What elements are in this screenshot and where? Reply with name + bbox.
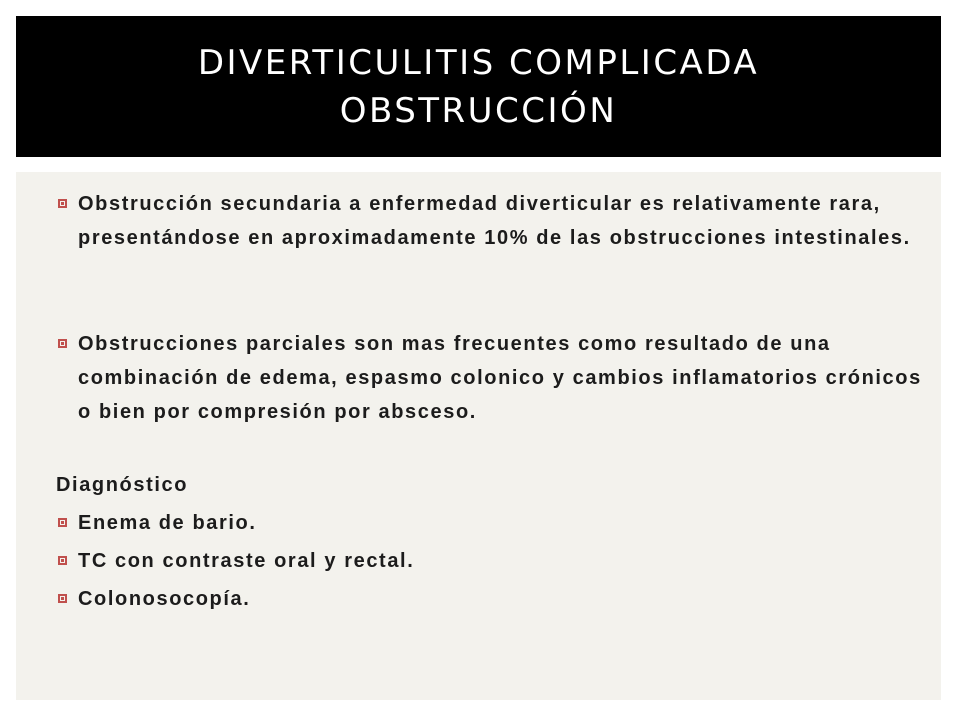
square-bullet-icon xyxy=(58,556,67,565)
slide-title xyxy=(198,39,759,135)
square-bullet-icon xyxy=(58,199,67,208)
diagnostico-item-text: Enema de bario. xyxy=(78,512,257,534)
bullet-item-obstrucciones-parciales xyxy=(58,327,938,429)
diagnostico-item-text: TC con contraste oral y rectal. xyxy=(78,550,415,572)
bullet-item-obstruccion-secundaria xyxy=(58,187,938,255)
content-panel xyxy=(16,172,941,700)
bullet-text: Obstrucciones parciales son mas frecuentes como resultado de una combinación de edema, espasmo colonico y cambios inflamatorios crónicos o bien por compresión por absceso. xyxy=(78,333,922,423)
diagnostico-heading: Diagnóstico xyxy=(56,474,189,496)
slide-title-line-2: OBSTRUCCIÓN xyxy=(339,90,618,131)
diagnostico-item-colonoscopia xyxy=(58,582,250,616)
square-bullet-icon xyxy=(58,339,67,348)
title-bar xyxy=(16,16,941,157)
bullet-text: Obstrucción secundaria a enfermedad diverticular es relativamente rara, presentándose en aproximadamente 10% de las obstrucciones intestinales. xyxy=(78,193,911,249)
slide-title-line-1: DIVERTICULITIS COMPLICADA xyxy=(197,42,760,83)
diagnostico-item-text: Colonosocopía. xyxy=(78,588,251,610)
diagnostico-item-enema xyxy=(58,506,257,540)
square-bullet-icon xyxy=(58,518,67,527)
diagnostico-item-tc xyxy=(58,544,414,578)
square-bullet-icon xyxy=(58,594,67,603)
